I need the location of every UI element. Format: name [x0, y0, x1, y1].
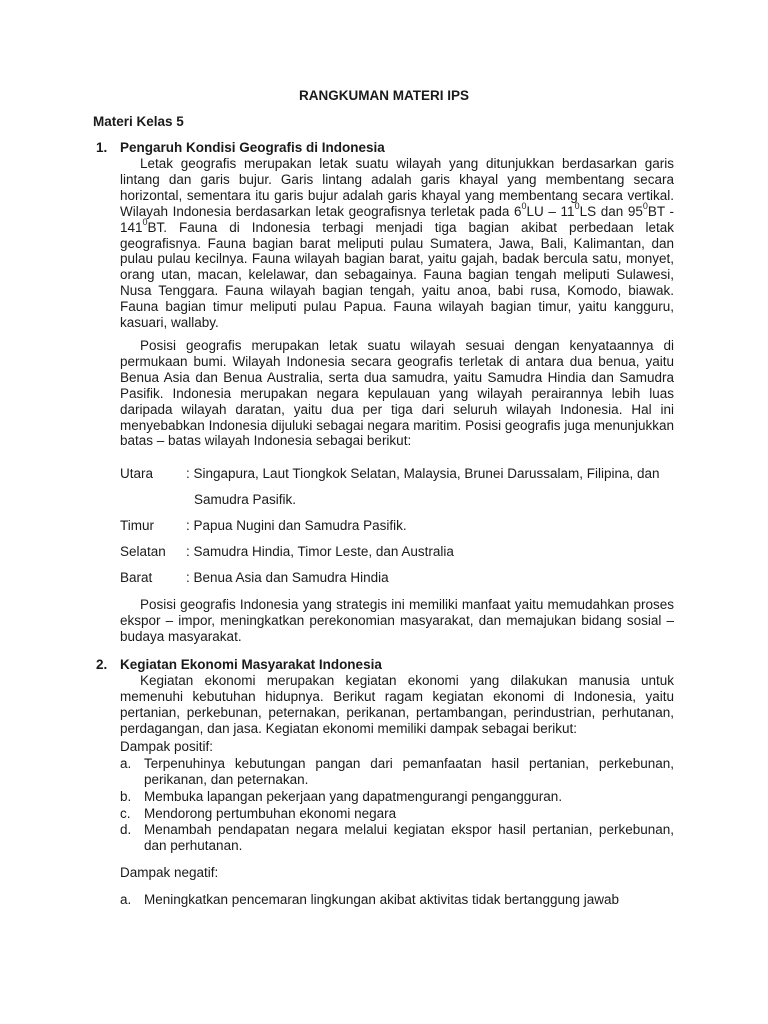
- border-value: : Samudra Hindia, Timor Leste, dan Australia: [186, 544, 454, 559]
- section-2-title: Kegiatan Ekonomi Masyarakat Indonesia: [120, 657, 382, 672]
- section-1-title: Pengaruh Kondisi Geografis di Indonesia: [120, 140, 385, 155]
- section-1-heading: [96, 140, 385, 155]
- subtitle: Materi Kelas 5: [93, 114, 184, 129]
- border-label: Selatan: [120, 544, 166, 559]
- section-1-paragraph-3: Posisi geografis Indonesia yang strategis ini memiliki manfaat yaitu memudahkan proses ekspor – impor, meningkatkan perekonomian masyarakat, dan memajukan bidang sosial – budaya masyarakat.: [120, 597, 674, 644]
- section-1-number: 1.: [96, 140, 108, 155]
- section-2-heading: [96, 657, 382, 672]
- positive-impact-label: Dampak positif:: [120, 739, 214, 754]
- border-value-cont: Samudra Pasifik.: [194, 492, 297, 507]
- page-title: RANGKUMAN MATERI IPS: [299, 88, 469, 103]
- section-2-paragraph-1: Kegiatan ekonomi merupakan kegiatan ekonomi yang dilakukan manusia untuk memenuhi kebutuhan hidupnya. Berikut ragam kegiatan ekonomi di Indonesia, yaitu pertanian, perkebunan, peternakan, perikanan, pertambangan, perindustrian, perhutanan, perdagangan, dan jasa. Kegiatan ekonomi memiliki dampak sebagai berikut:: [120, 673, 674, 736]
- border-value: : Benua Asia dan Samudra Hindia: [186, 570, 389, 585]
- section-2-number: 2.: [96, 657, 108, 672]
- document-page: RANGKUMAN MATERI IPS Materi Kelas 5 1. Pengaruh Kondisi Geografis di Indonesia Letak geografis merupakan letak suatu wilayah yang ditunjukkan berdasarkan garis lintang dan garis bujur. Garis lintang adalah garis khayal yang membentang secara horizontal, sementara itu garis bujur adalah garis khayal yang membentang secara vertikal. Wilayah Indonesia berdasarkan letak geografisnya terletak pada $6^0LU - 11^0LS$ dan $95^0BT - 141^0BT$. Fauna di Indonesia terbagi menjadi tiga bagian akibat perbedaan letak geografisnya. Fauna bagian barat meliputi pulau Sumatera, Jawa, Bali, Kalimantan, dan pulau pulau kecilnya. Fauna wilayah bagian barat, yaitu gajah, badak bercula satu, monyet, orang utan, macan, kelelawar, dan sebagainya. Fauna bagian tengah meliputi Sulawesi, Nusa Tenggara. Fauna wilayah bagian tengah, yaitu anoa, babi rusa, Komodo, biawak. Fauna bagian timur meliputi pulau Papua. Fauna wilayah bagian timur, yaitu kangguru, kasuari, wallaby. Posisi geografis merupakan letak suatu wilayah sesuai dengan kenyataannya di permukaan bumi. Wilayah Indonesia secara geografis terletak di antara dua benua, yaitu Benua Asia dan Benua Australia, serta dua samudra, yaitu Samudra Hindia dan Samudra Pasifik. Indonesia merupakan negara kepulauan yang wilayah perairannya lebih luas daripada wilayah daratan, yaitu dua per tiga dari seluruh wilayah Indonesia. Hal ini menyebabkan Indonesia dijuluki sebagai negara maritim. Posisi geografis juga menunjukkan batas – batas wilayah Indonesia sebagai berikut: Utara : Singapura, Laut Tiongkok Selatan, Malaysia, Brunei Darussalam, Filipina, dan Samudra Pasifik. Timur : Papua Nugini dan Samudra Pasifik. Selatan : Samudra Hindia, Timor Leste, dan Australia Barat : Benua Asia dan Samudra Hindia Posisi geografis Indonesia yang strategis ini memiliki manfaat yaitu memudahkan proses ekspor – impor, meningkatkan perekonomian masyarakat, dan memajukan bidang sosial – budaya masyarakat. 2. Kegiatan Ekonomi Masyarakat Indonesia Kegiatan ekonomi merupakan kegiatan ekonomi yang dilakukan manusia untuk memenuhi kebutuhan hidupnya. Berikut ragam kegiatan ekonomi di Indonesia, yaitu pertanian, perkebunan, peternakan, perikanan, pertambangan, perindustrian, perhutanan, perdagangan, dan jasa. Kegiatan ekonomi memiliki dampak sebagai berikut: Dampak positif: a. Terpenuhinya kebutungan pangan dari pemanfaatan hasil pertanian, perkebunan, perikanan, dan peternakan. b. Membuka lapangan pekerjaan yang dapatmengurangi pengangguran. c. Mendorong pertumbuhan ekonomi negara d. Menambah pendapatan negara melalui kegiatan ekspor hasil pertanian, perkebunan, dan perhutanan. Dampak negatif: a. Meningkatkan pencemaran lingkungan akibat aktivitas tidak bertanggung jawab: [0, 0, 768, 1024]
- border-label: Timur: [120, 518, 154, 533]
- section-1-paragraph-1: Letak geografis merupakan letak suatu wilayah yang ditunjukkan berdasarkan garis lintang dan garis bujur. Garis lintang adalah garis khayal yang membentang secara horizontal, sementara itu garis bujur adalah garis khayal yang membentang secara vertikal. Wilayah Indonesia berdasarkan letak geografisnya terletak pada $6^0LU - 11^0LS$ dan $95^0BT - 141^0BT$. Fauna di Indonesia terbagi menjadi tiga bagian akibat perbedaan letak geografisnya. Fauna bagian barat meliputi pulau Sumatera, Jawa, Bali, Kalimantan, dan pulau pulau kecilnya. Fauna wilayah bagian barat, yaitu gajah, badak bercula satu, monyet, orang utan, macan, kelelawar, dan sebagainya. Fauna bagian tengah meliputi Sulawesi, Nusa Tenggara. Fauna wilayah bagian tengah, yaitu anoa, babi rusa, Komodo, biawak. Fauna bagian timur meliputi pulau Papua. Fauna wilayah bagian timur, yaitu kangguru, kasuari, wallaby.: [120, 156, 674, 331]
- border-value: : Singapura, Laut Tiongkok Selatan, Malaysia, Brunei Darussalam, Filipina, dan: [186, 466, 660, 481]
- negative-impact-label: Dampak negatif:: [120, 865, 219, 880]
- border-value: : Papua Nugini dan Samudra Pasifik.: [186, 518, 407, 533]
- section-1-paragraph-2: Posisi geografis merupakan letak suatu wilayah sesuai dengan kenyataannya di permukaan bumi. Wilayah Indonesia secara geografis terletak di antara dua benua, yaitu Benua Asia dan Benua Australia, serta dua samudra, yaitu Samudra Hindia dan Samudra Pasifik. Indonesia merupakan negara kepulauan yang wilayah perairannya lebih luas daripada wilayah daratan, yaitu dua per tiga dari seluruh wilayah Indonesia. Hal ini menyebabkan Indonesia dijuluki sebagai negara maritim. Posisi geografis juga menunjukkan batas – batas wilayah Indonesia sebagai berikut:: [120, 338, 674, 449]
- border-label: Barat: [120, 570, 153, 585]
- border-label: Utara: [120, 466, 154, 481]
